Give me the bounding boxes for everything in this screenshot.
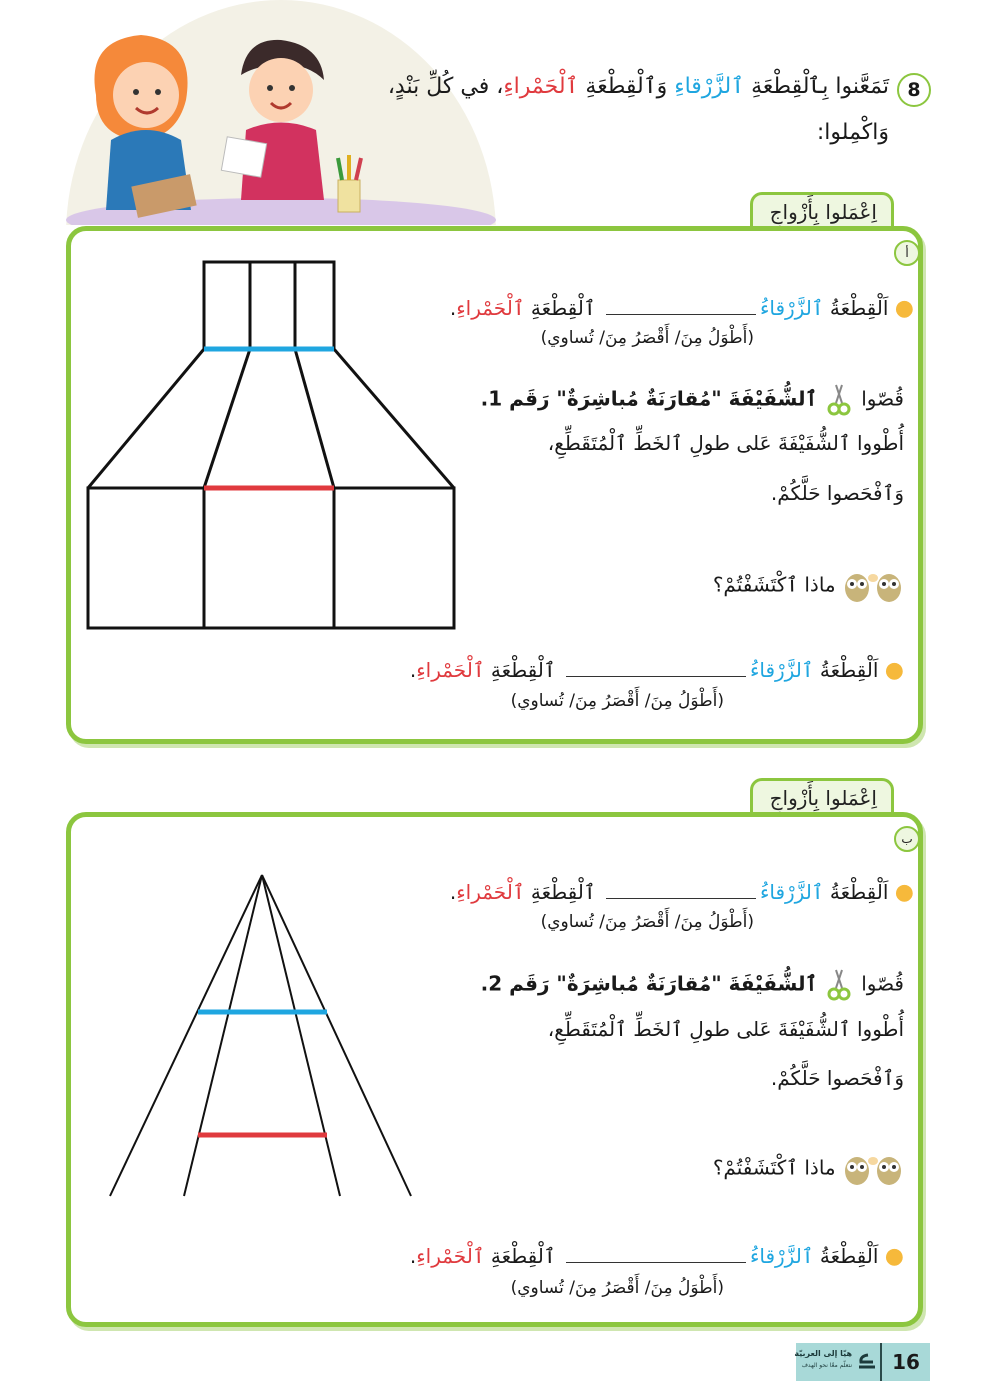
brand-logo: [794, 1347, 878, 1377]
b2-mid: ٱلْقِطْعَةِ: [484, 1244, 562, 1268]
q-text-red: ٱلْحَمْراءِ: [503, 74, 579, 99]
a2-red: ٱلْحَمْراءِ: [416, 658, 485, 682]
question-line-2: وَاكْمِلوا:: [816, 120, 889, 145]
b-compare-2: [410, 1241, 904, 1272]
b-cut-line: [481, 968, 904, 1002]
footer-divider: [880, 1343, 882, 1381]
b1-blue: ٱلزَّرْقاءُ: [759, 880, 824, 904]
a-discover-text: ماذا ٱكْتَشَفْتُمْ؟: [712, 572, 836, 597]
a-compare-2: [410, 655, 904, 686]
q-text-c: ، في كُلِّ بَنْدٍ،: [387, 74, 504, 99]
brand-tagline: نتعلّم معًا نحو الهدف: [801, 1362, 852, 1369]
a-discover-line: [713, 568, 904, 604]
a1-answer-blank[interactable]: [606, 296, 756, 315]
b1-red: ٱلْحَمْراءِ: [456, 880, 525, 904]
b1-mid: ٱلْقِطْعَةِ: [524, 880, 602, 904]
a-fold-line: أُطْووا ٱلشُّفَيْفَةَ عَلى طولِ ٱلخَطِّ ٱلْمُتَقَطِّعِ،: [547, 431, 904, 455]
b-hint-1: (أَطْوَلُ مِنَ/ أَقْصَرُ مِنَ/ تُساوي): [540, 912, 754, 932]
section-b-letter: ب: [894, 826, 920, 852]
a2-end: .: [409, 658, 417, 682]
a1-start: اَلْقِطْعَةُ: [823, 296, 889, 320]
a1-mid: ٱلْقِطْعَةِ: [524, 296, 602, 320]
b2-start: اَلْقِطْعَةُ: [813, 1244, 879, 1268]
a-cut-object: ٱلشُّفَيْفَةَ "مُقارَنَةٌ مُباشِرَةٌ" رَقَم 1.: [480, 386, 818, 411]
b1-end: .: [449, 880, 457, 904]
b-fold-line: أُطْووا ٱلشُّفَيْفَةَ عَلى طولِ ٱلخَطِّ ٱلْمُتَقَطِّعِ،: [547, 1017, 904, 1041]
scissors-icon: [824, 383, 854, 417]
a-cut-line: [481, 383, 904, 417]
bullet-icon: ●: [894, 880, 914, 905]
q-text-b: وَٱلْقِطْعَةِ: [578, 74, 675, 99]
question-number: 8: [897, 73, 931, 107]
b2-blue: ٱلزَّرْقاءُ: [749, 1244, 814, 1268]
a-hint-1: (أَطْوَلُ مِنَ/ أَقْصَرُ مِنَ/ تُساوي): [540, 328, 754, 348]
brand-name: هيّا إلى العربيّة: [794, 1349, 852, 1358]
a2-blue: ٱلزَّرْقاءُ: [749, 658, 814, 682]
pairs-tab-a: اِعْمَلوا بِأَزْواجٍ: [750, 192, 894, 229]
children-illustration: [66, 0, 496, 225]
a2-mid: ٱلْقِطْعَةِ: [484, 658, 562, 682]
a-hint-2: (أَطْوَلُ مِنَ/ أَقْصَرُ مِنَ/ تُساوي): [510, 691, 724, 711]
b-compare-1: [450, 877, 914, 908]
question-line-1: [329, 70, 889, 104]
owls-icon: [842, 568, 904, 604]
bullet-icon: ●: [884, 658, 904, 683]
b2-answer-blank[interactable]: [566, 1244, 746, 1263]
a2-start: اَلْقِطْعَةُ: [813, 658, 879, 682]
a1-blue: ٱلزَّرْقاءُ: [759, 296, 824, 320]
b2-end: .: [409, 1244, 417, 1268]
a1-red: ٱلْحَمْراءِ: [456, 296, 525, 320]
section-a-letter: أ: [894, 240, 920, 266]
q-text-blue: ٱلزَّرْقاءِ: [674, 74, 745, 99]
b1-answer-blank[interactable]: [606, 880, 756, 899]
b-check-line: وَٱفْحَصوا حَلَّكُمْ.: [770, 1066, 904, 1090]
b-cut-object: ٱلشُّفَيْفَةَ "مُقارَنَةٌ مُباشِرَةٌ" رَقَم 2.: [480, 971, 818, 996]
a-check-line: وَٱفْحَصوا حَلَّكُمْ.: [770, 481, 904, 505]
a2-answer-blank[interactable]: [566, 658, 746, 677]
b2-red: ٱلْحَمْراءِ: [416, 1244, 485, 1268]
owls-icon: [842, 1151, 904, 1187]
figure-b: [100, 865, 420, 1205]
b-cut-verb: قُصّوا: [861, 971, 904, 996]
a-compare-1: [450, 293, 914, 324]
b1-start: اَلْقِطْعَةُ: [823, 880, 889, 904]
b-discover-text: ماذا ٱكْتَشَفْتُمْ؟: [712, 1155, 836, 1180]
brand-mark-icon: [856, 1351, 878, 1373]
q-text-a: تَمَعَّنوا بِٱلْقِطْعَةِ: [744, 74, 889, 99]
a-cut-verb: قُصّوا: [861, 386, 904, 411]
b-hint-2: (أَطْوَلُ مِنَ/ أَقْصَرُ مِنَ/ تُساوي): [510, 1278, 724, 1298]
figure-a: [80, 255, 460, 635]
fig-a-top-box: [204, 262, 334, 349]
a1-end: .: [449, 296, 457, 320]
bullet-icon: ●: [894, 296, 914, 321]
page-number: 16: [892, 1350, 920, 1374]
bullet-icon: ●: [884, 1244, 904, 1269]
scissors-icon: [824, 968, 854, 1002]
b-discover-line: [713, 1151, 904, 1187]
pairs-tab-b: اِعْمَلوا بِأَزْواجٍ: [750, 778, 894, 815]
